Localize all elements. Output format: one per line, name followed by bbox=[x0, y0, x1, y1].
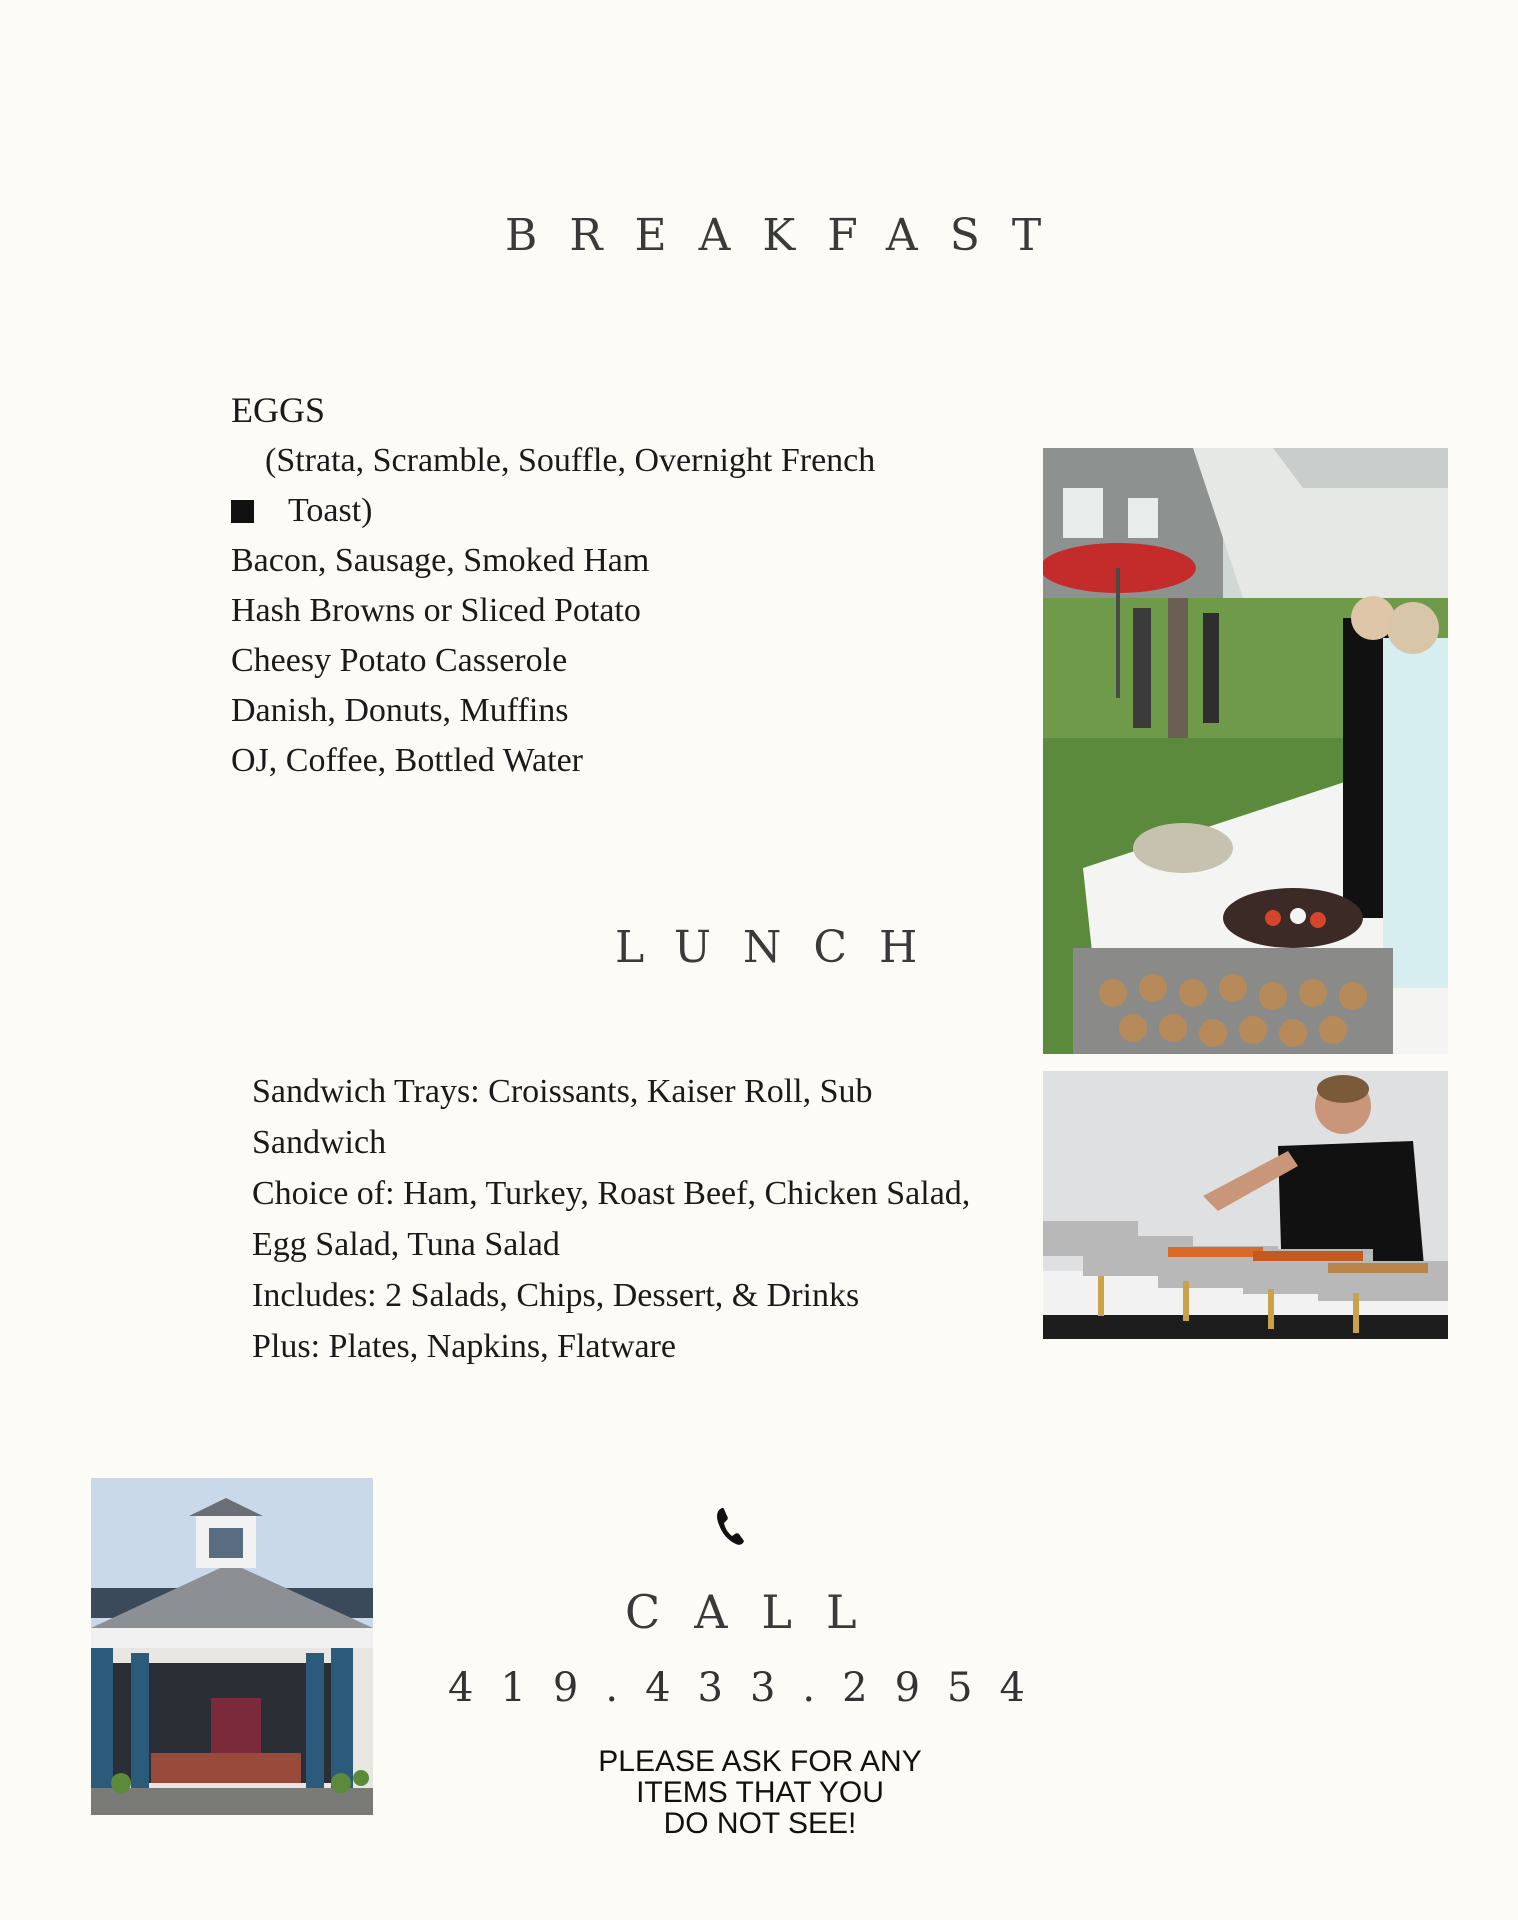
ask-note-line: ITEMS THAT YOU bbox=[636, 1776, 884, 1809]
menu-item: Cheesy Potato Casserole bbox=[231, 642, 568, 679]
menu-item: Includes: 2 Salads, Chips, Dessert, & Drinks bbox=[252, 1277, 860, 1314]
menu-item: Hash Browns or Sliced Potato bbox=[231, 592, 641, 629]
eggs-detail-line: Toast) bbox=[288, 492, 373, 529]
chafing-dishes-photo bbox=[1043, 1071, 1448, 1339]
phone-icon bbox=[714, 1506, 746, 1546]
building-exterior-photo bbox=[91, 1478, 373, 1815]
eggs-title: EGGS bbox=[231, 390, 326, 430]
lunch-heading: LUNCH bbox=[615, 922, 950, 973]
menu-item: Bacon, Sausage, Smoked Ham bbox=[231, 542, 650, 579]
menu-item: Choice of: Ham, Turkey, Roast Beef, Chicken Salad, Egg Salad, Tuna Salad bbox=[252, 1175, 971, 1263]
menu-item: Sandwich Trays: Croissants, Kaiser Roll, Sub Sandwich bbox=[252, 1073, 873, 1161]
menu-item: Plus: Plates, Napkins, Flatware bbox=[252, 1328, 677, 1365]
square-bullet-icon bbox=[231, 500, 254, 523]
call-heading: CALL bbox=[625, 1585, 891, 1639]
eggs-detail-line: (Strata, Scramble, Souffle, Overnight French bbox=[265, 442, 876, 479]
buffet-tent-photo bbox=[1043, 448, 1448, 1054]
breakfast-menu-list bbox=[231, 384, 875, 786]
phone-number[interactable]: 419.433.2954 bbox=[448, 1665, 1052, 1711]
breakfast-heading: BREAKFAST bbox=[505, 210, 1074, 261]
ask-note bbox=[560, 1746, 960, 1839]
eggs-detail-continued bbox=[231, 486, 875, 536]
lunch-menu-list bbox=[252, 1066, 992, 1372]
menu-item: Danish, Donuts, Muffins bbox=[231, 692, 569, 729]
menu-item: OJ, Coffee, Bottled Water bbox=[231, 742, 583, 779]
ask-note-line: PLEASE ASK FOR ANY bbox=[598, 1745, 922, 1778]
ask-note-line: DO NOT SEE! bbox=[663, 1807, 857, 1840]
